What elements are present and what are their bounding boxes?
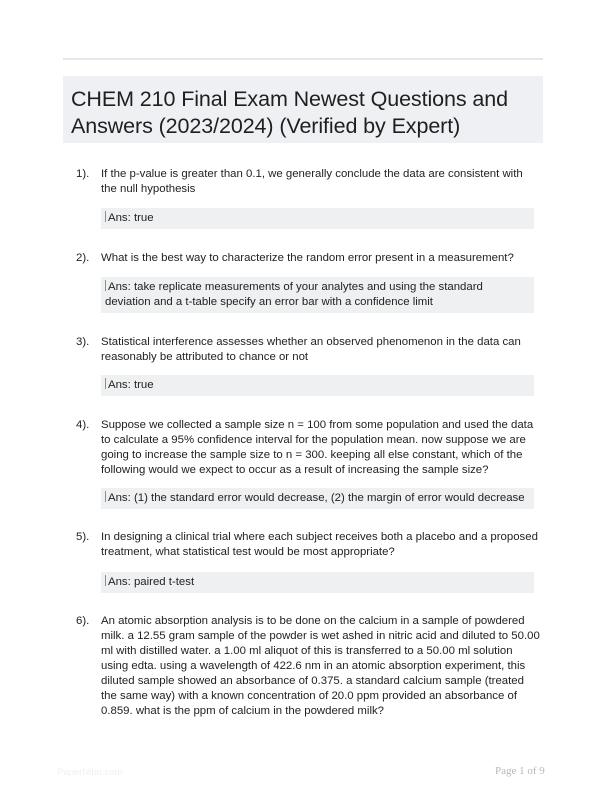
answer-text: Ans: (1) the standard error would decrease, (2) the margin of error would decrease <box>108 492 525 504</box>
answer-box <box>101 572 534 593</box>
answer-marker <box>105 491 106 502</box>
question-number: 3). <box>76 336 90 348</box>
answer-marker <box>105 211 106 222</box>
page-number: Page 1 of 9 <box>495 765 545 777</box>
answer-marker <box>105 280 106 291</box>
question-text: Statistical interference assesses whether an observed phenomenon in the data can reasonably be attributed to chance or not <box>101 336 521 363</box>
question-number: 2). <box>76 252 90 264</box>
answer-text: Ans: take replicate measurements of your analytes and using the standard deviation and a t-table specify an error bar with a confidence limit <box>105 281 483 308</box>
document-title: CHEM 210 Final Exam Newest Questions and Answers (2023/2024) (Verified by Expert) <box>71 87 508 138</box>
question-number: 6). <box>76 615 90 627</box>
question-text: An atomic absorption analysis is to be done on the calcium in a sample of powdered milk. a 12.55 gram sample of the powder is wet ashed in nitric acid and diluted to 50.00 ml with distilled water. a 1.00 ml aliquot of this is transferred to a 50.00 ml solution using edta. using a wavelength of 422.6 nm in an atomic absorption experiment, this diluted sample showed an absorbance of 0.375. a standard calcium sample (treated the same way) with a known concentration of 20.0 ppm provided an absorbance of 0.859. what is the ppm of calcium in the powdered milk? <box>101 615 540 717</box>
answer-marker <box>105 575 106 586</box>
question-text: Suppose we collected a sample size n = 100 from some population and used the data to calculate a 95% confidence interval for the population mean. now suppose we are going to increase the sample size to n = 300. keeping all else constant, which of the following would we expect to occur as a result of increasing the sample size? <box>101 419 534 476</box>
answer-box <box>101 208 534 229</box>
question-number: 4). <box>76 419 90 431</box>
answer-box <box>101 488 534 509</box>
title-block <box>63 76 543 143</box>
top-divider <box>63 58 543 60</box>
question-text: In designing a clinical trial where each subject receives both a placebo and a proposed treatment, what statistical test would be most appropriate? <box>101 531 538 558</box>
answer-marker <box>105 378 106 389</box>
question-text: What is the best way to characterize the random error present in a measurement? <box>101 252 514 264</box>
answer-box <box>101 375 534 396</box>
answer-text: Ans: paired t-test <box>108 576 195 588</box>
answer-text: Ans: true <box>108 212 154 224</box>
answer-box <box>101 277 534 313</box>
watermark: PaperNibo.com <box>57 767 123 778</box>
question-text: If the p-value is greater than 0.1, we generally conclude the data are consistent with the null hypothesis <box>101 168 523 195</box>
question-number: 5). <box>76 531 90 543</box>
answer-text: Ans: true <box>108 379 154 391</box>
question-number: 1). <box>76 168 90 180</box>
